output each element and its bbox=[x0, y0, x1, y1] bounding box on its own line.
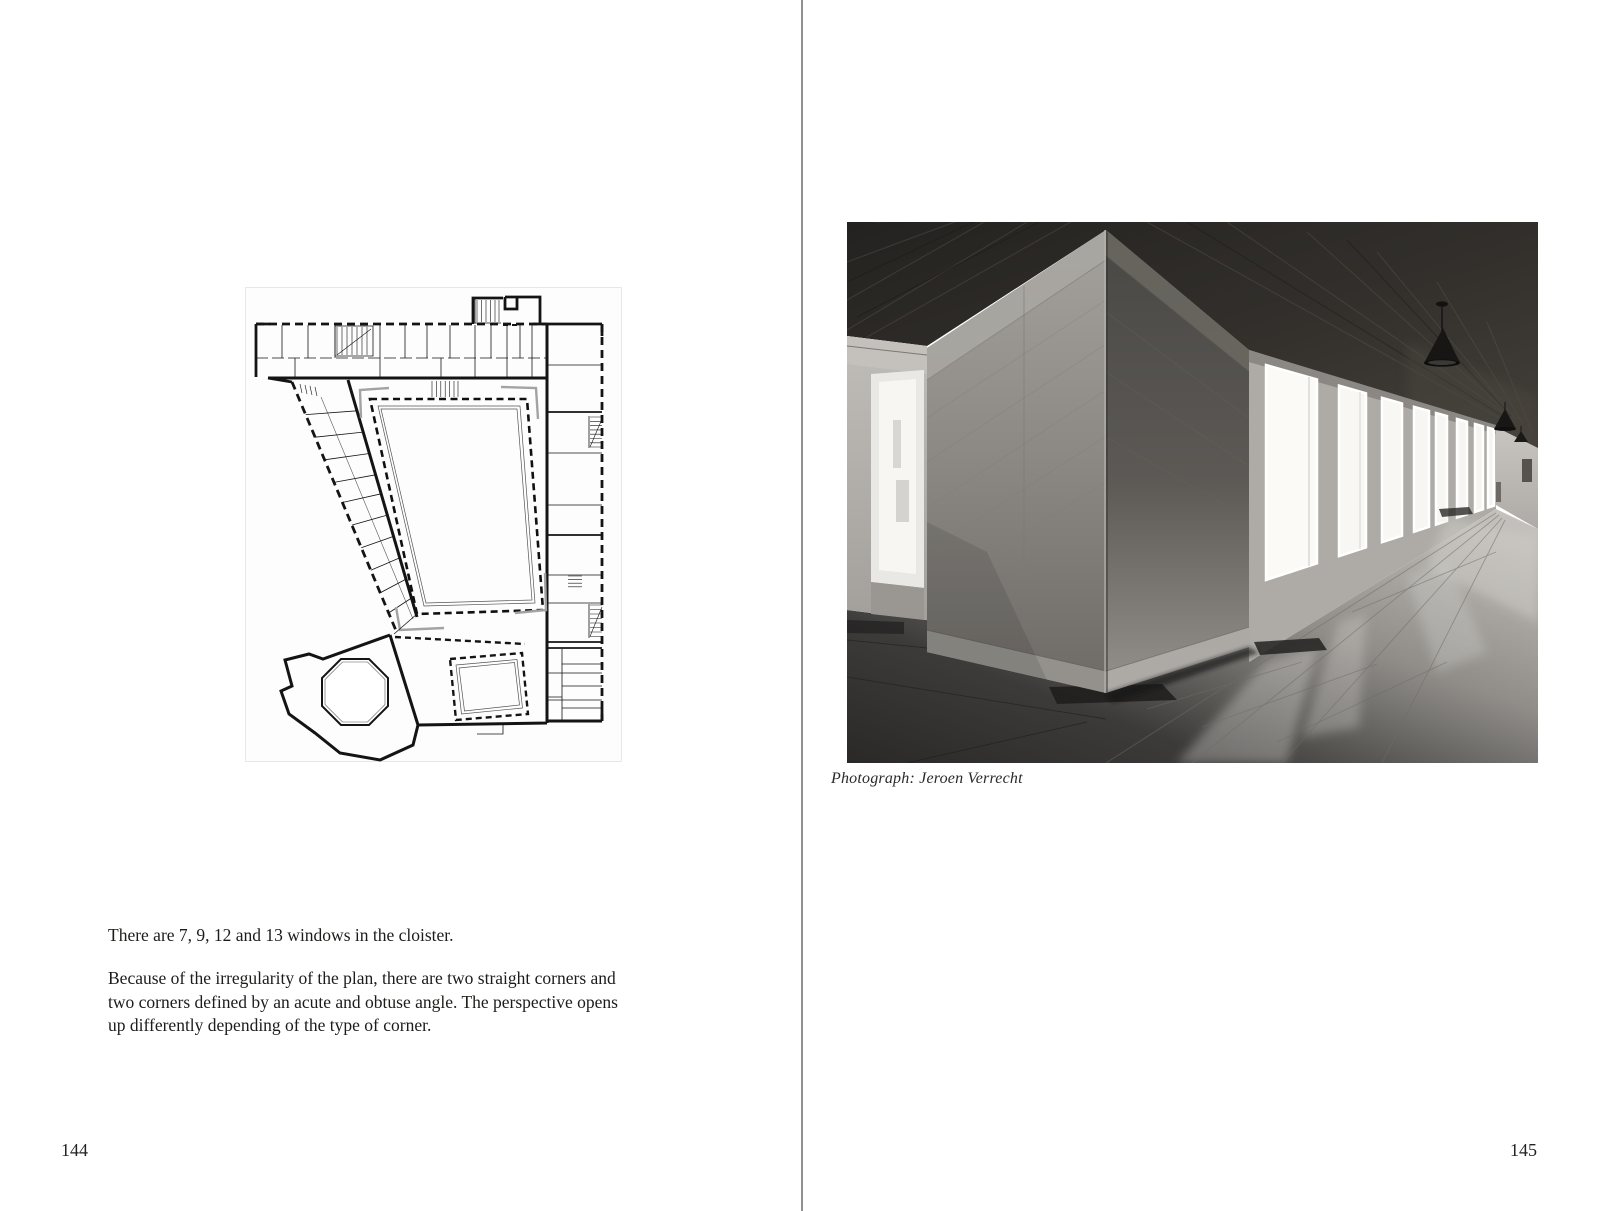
paragraph-corners bbox=[108, 967, 618, 1038]
paragraph-windows-count bbox=[108, 924, 454, 948]
corridor-photograph bbox=[847, 222, 1538, 763]
page-gutter-divider bbox=[801, 0, 803, 1211]
paragraph-line: up differently depending of the type of corner. bbox=[108, 1015, 432, 1035]
corridor-photo-figure bbox=[847, 222, 1538, 763]
page-number-right: 145 bbox=[1510, 1140, 1537, 1160]
floor-plan-drawing bbox=[245, 287, 622, 762]
paragraph-line: There are 7, 9, 12 and 13 windows in the cloister. bbox=[108, 925, 454, 945]
paragraph-line: two corners defined by an acute and obtuse angle. The perspective opens bbox=[108, 991, 618, 1012]
page-number-left: 144 bbox=[61, 1140, 88, 1160]
floor-plan-figure bbox=[245, 287, 622, 762]
photo-caption: Photograph: Jeroen Verrecht bbox=[831, 770, 1023, 787]
paragraph-line: Because of the irregularity of the plan, there are two straight corners and bbox=[108, 968, 616, 988]
